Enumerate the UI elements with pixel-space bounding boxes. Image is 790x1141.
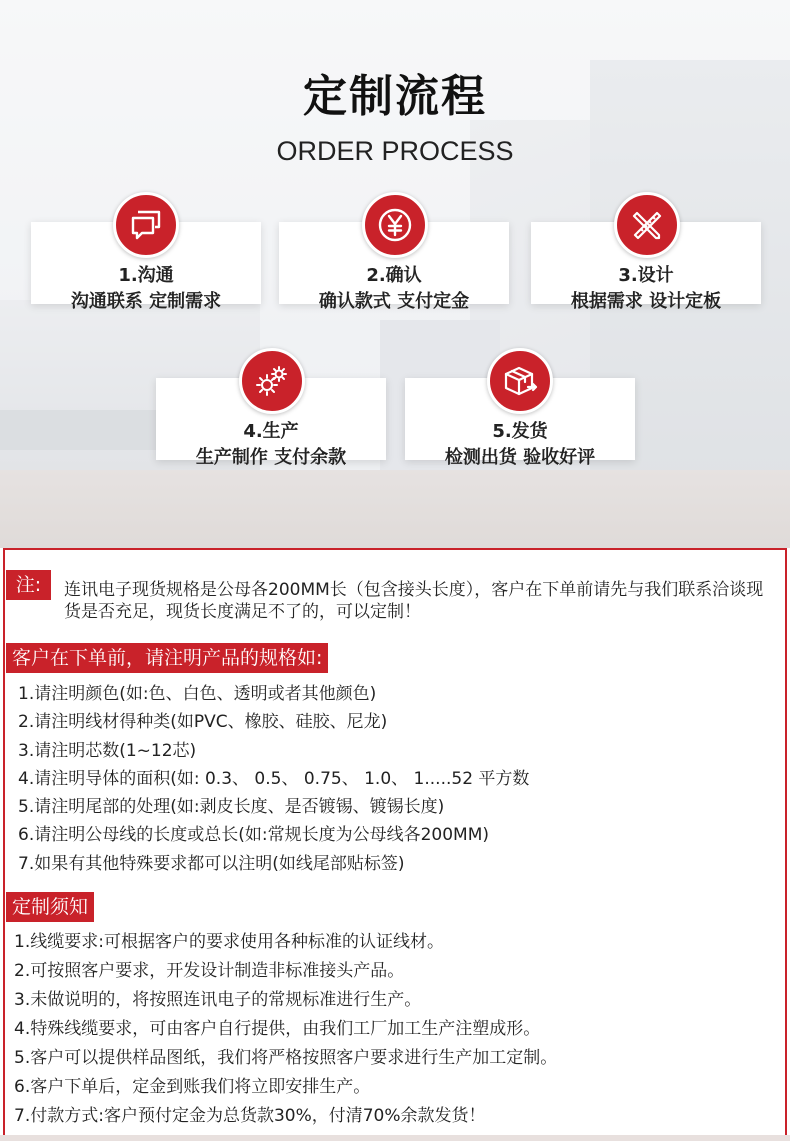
page-title: 定制流程: [303, 71, 487, 122]
gears-icon: [254, 363, 290, 399]
pencil-ruler-icon: [629, 207, 665, 243]
step-description: 沟通联系 定制需求: [70, 291, 222, 312]
list-item: 2.可按照客户要求，开发设计制造非标准接头产品。: [14, 961, 405, 981]
list-item: 4.特殊线缆要求，可由客户自行提供，由我们工厂加工生产注塑成形。: [14, 1019, 541, 1039]
bottom-border: [0, 1135, 790, 1141]
step-icon-badge: [614, 192, 680, 258]
note-text: 连讯电子现货规格是公母各200MM长（包含接头长度），客户在下单前请先与我们联系洽谈现货是否充足，现货长度满足不了的，可以定制！: [64, 580, 764, 622]
step-icon-badge: [362, 192, 428, 258]
list-item: 7.付款方式:客户预付定金为总货款30%，付清70%余款发货！: [14, 1106, 486, 1126]
step-icon-badge: [487, 348, 553, 414]
step-description: 确认款式 支付定金: [318, 291, 470, 312]
list-item: 4.请注明导体的面积(如: 0.3、 0.5、 0.75、 1.0、 1.....52 平方数: [18, 768, 530, 789]
page-subtitle: ORDER PROCESS: [276, 136, 514, 166]
custom-list: [14, 928, 557, 1131]
list-item: 3.请注明芯数(1~12芯): [18, 740, 197, 761]
list-item: 5.客户可以提供样品图纸，我们将严格按照客户要求进行生产加工定制。: [14, 1048, 558, 1068]
step-title: 4.生产: [243, 421, 299, 442]
step-description: 生产制作 支付余款: [195, 447, 347, 468]
step-title: 5.发货: [492, 421, 548, 442]
spec-list: [18, 680, 529, 878]
list-item: 6.客户下单后，定金到账我们将立即安排生产。: [14, 1077, 371, 1097]
spec-section-heading: 客户在下单前，请注明产品的规格如:: [6, 643, 328, 673]
package-icon: [502, 363, 538, 399]
step-icon-badge: [239, 348, 305, 414]
yen-coin-icon: [377, 207, 413, 243]
custom-section-heading: 定制须知: [6, 892, 94, 922]
step-title: 3.设计: [618, 265, 674, 286]
list-item: 5.请注明尾部的处理(如:剥皮长度、是否镀锡、镀锡长度): [18, 797, 445, 818]
list-item: 7.如果有其他特殊要求都可以注明(如线尾部贴标签): [18, 853, 405, 874]
step-title: 1.沟通: [118, 265, 174, 286]
step-icon-badge: [113, 192, 179, 258]
list-item: 6.请注明公母线的长度或总长(如:常规长度为公母线各200MM): [18, 825, 489, 846]
list-item: 1.请注明颜色(如:色、白色、透明或者其他颜色): [18, 684, 377, 704]
list-item: 3.未做说明的，将按照连讯电子的常规标准进行生产。: [14, 990, 422, 1010]
step-title: 2.确认: [366, 265, 422, 286]
chat-icon: [128, 207, 164, 243]
hero-banner: [0, 0, 790, 548]
note-label: 注:: [6, 570, 51, 600]
list-item: 2.请注明线材得种类(如PVC、橡胶、硅胶、尼龙): [18, 712, 388, 733]
list-item: 1.线缆要求:可根据客户的要求使用各种标准的认证线材。: [14, 932, 444, 952]
step-description: 检测出货 验收好评: [444, 447, 596, 468]
step-description: 根据需求 设计定板: [570, 291, 722, 312]
